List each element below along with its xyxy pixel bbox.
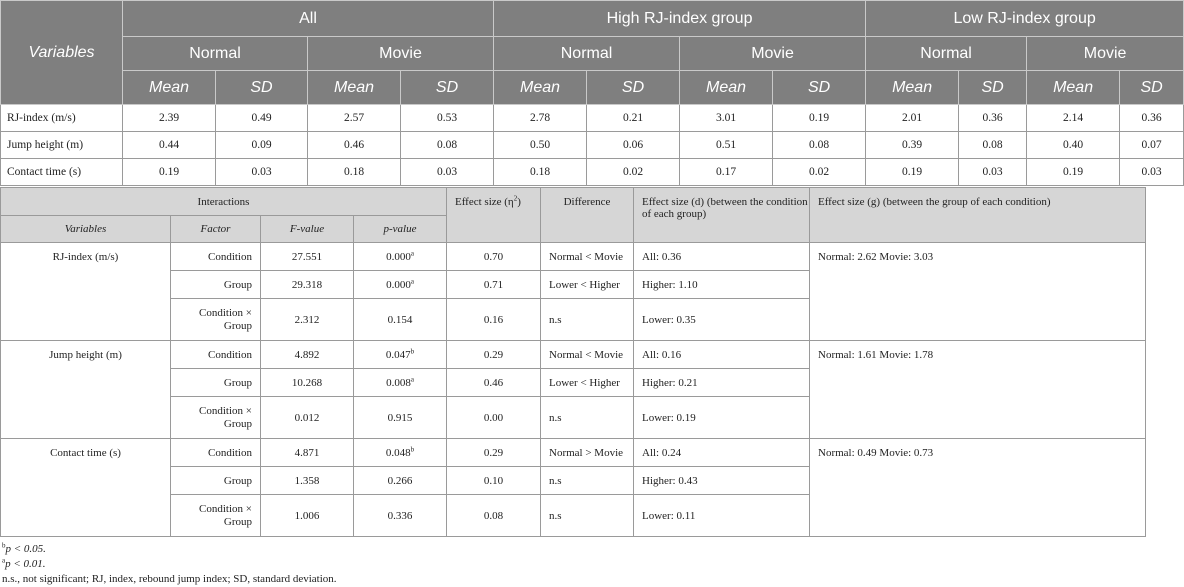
table-cell: 0.51 (680, 132, 773, 159)
variable-cell: Contact time (s) (1, 439, 171, 537)
table-cell: 2.57 (308, 105, 401, 132)
table-cell: 0.44 (123, 132, 216, 159)
condition-header: Normal (866, 37, 1027, 71)
table-cell: 0.36 (959, 105, 1027, 132)
table-cell: 0.50 (494, 132, 587, 159)
p-value-text: 0.154 (387, 313, 413, 326)
footnote: $^a$p < 0.01. (2, 556, 46, 570)
significance-marker: b (410, 444, 415, 453)
table-cell: 0.46 (308, 132, 401, 159)
variables-header: Variables (1, 1, 123, 105)
difference-cell: Normal < Movie (541, 243, 634, 271)
p-value-text: 0.047 (385, 348, 411, 361)
factor-cell (171, 495, 261, 537)
table-row (1, 439, 1146, 467)
p-value-cell (354, 439, 447, 467)
effect-d-cell: Lower: 0.11 (634, 495, 810, 537)
factor-text: Condition × (199, 306, 252, 319)
table-cell: 0.17 (680, 159, 773, 186)
stat-header: Mean (308, 71, 401, 105)
condition-header: Movie (1027, 37, 1184, 71)
table-cell: 2.14 (1027, 105, 1120, 132)
effect-d-cell: All: 0.16 (634, 341, 810, 369)
table-cell: 0.36 (1120, 105, 1184, 132)
table-cell: 0.02 (773, 159, 866, 186)
p-value-cell (354, 369, 447, 397)
effect-d-cell: Lower: 0.19 (634, 397, 810, 439)
table-cell: 0.19 (123, 159, 216, 186)
table-cell: 0.08 (959, 132, 1027, 159)
factor-cell: Condition (171, 243, 261, 271)
p-value-text: 0.000 (386, 250, 411, 263)
stat-header: SD (959, 71, 1027, 105)
eta-cell: 0.29 (447, 341, 541, 369)
f-value-cell: 0.012 (261, 397, 354, 439)
stat-header: SD (773, 71, 866, 105)
effect-g-cell: Normal: 2.62 Movie: 3.03 (810, 243, 1146, 341)
stat-header: Mean (866, 71, 959, 105)
table-row (1, 341, 1146, 369)
table-cell: 0.39 (866, 132, 959, 159)
table-cell: 0.53 (401, 105, 494, 132)
effect-size-d-header: Effect size (d) (between the condition of each group) (634, 188, 810, 243)
factor-cell: Group (171, 369, 261, 397)
difference-cell: Normal > Movie (541, 439, 634, 467)
stat-header: SD (1120, 71, 1184, 105)
table-cell: 0.21 (587, 105, 680, 132)
stat-header: SD (401, 71, 494, 105)
effect-d-cell: All: 0.36 (634, 243, 810, 271)
difference-cell: n.s (541, 495, 634, 537)
group-header-low: Low RJ-index group (866, 1, 1184, 37)
variables-subheader: Variables (1, 216, 171, 243)
p-value-text: 0.048 (385, 446, 411, 459)
difference-cell: n.s (541, 397, 634, 439)
stat-header: SD (587, 71, 680, 105)
footnote: n.s., not significant; RJ, index, rebound jump index; SD, standard deviation. (2, 573, 337, 585)
interactions-header: Interactions (1, 188, 447, 216)
variable-cell: RJ-index (m/s) (1, 243, 171, 341)
factor-text: Condition × (199, 502, 252, 515)
factor-text: Group (223, 515, 252, 528)
f-value-cell: 4.871 (261, 439, 354, 467)
table-cell: 0.09 (216, 132, 308, 159)
f-value-subheader: F-value (261, 216, 354, 243)
row-label: RJ-index (m/s) (1, 105, 123, 132)
condition-header: Normal (494, 37, 680, 71)
table-cell: 0.49 (216, 105, 308, 132)
factor-cell (171, 299, 261, 341)
row-label: Contact time (s) (1, 159, 123, 186)
condition-header: Movie (680, 37, 866, 71)
effect-g-cell: Normal: 0.49 Movie: 0.73 (810, 439, 1146, 537)
f-value-cell: 27.551 (261, 243, 354, 271)
eta-cell: 0.46 (447, 369, 541, 397)
p-value-text: 0.336 (387, 509, 413, 522)
row-label: Jump height (m) (1, 132, 123, 159)
table-cell: 0.19 (866, 159, 959, 186)
table-row (1, 105, 1184, 132)
table-cell: 2.78 (494, 105, 587, 132)
table-cell: 0.40 (1027, 132, 1120, 159)
table-cell: 0.03 (1120, 159, 1184, 186)
p-value-cell (354, 467, 447, 495)
significance-marker: a (410, 276, 414, 285)
table-row (1, 132, 1184, 159)
effect-d-cell: Lower: 0.35 (634, 299, 810, 341)
stat-header: Mean (494, 71, 587, 105)
variable-cell: Jump height (m) (1, 341, 171, 439)
significance-marker: a (410, 374, 414, 383)
table-cell: 0.06 (587, 132, 680, 159)
table-cell: 0.18 (494, 159, 587, 186)
condition-header: Movie (308, 37, 494, 71)
table-cell: 0.03 (216, 159, 308, 186)
effect-d-cell: Higher: 0.43 (634, 467, 810, 495)
p-value-text: 0.915 (387, 411, 413, 424)
table-cell: 2.39 (123, 105, 216, 132)
f-value-cell: 1.358 (261, 467, 354, 495)
table-footnotes (2, 542, 337, 587)
f-value-cell: 2.312 (261, 299, 354, 341)
factor-text: Group (223, 319, 252, 332)
table-row (1, 243, 1146, 271)
eta-cell: 0.29 (447, 439, 541, 467)
p-value-cell (354, 271, 447, 299)
table-cell: 0.02 (587, 159, 680, 186)
stat-header: Mean (680, 71, 773, 105)
stat-header: SD (216, 71, 308, 105)
factor-cell (171, 397, 261, 439)
table-cell: 2.01 (866, 105, 959, 132)
p-value-cell (354, 243, 447, 271)
p-value-text: 0.000 (386, 278, 411, 291)
stat-header: Mean (1027, 71, 1120, 105)
significance-marker: b (410, 346, 415, 355)
effect-size-eta-header: Effect size $(\eta^2)$ (447, 188, 541, 243)
table-cell: 3.01 (680, 105, 773, 132)
effect-g-cell: Normal: 1.61 Movie: 1.78 (810, 341, 1146, 439)
table-cell: 0.07 (1120, 132, 1184, 159)
difference-cell: Lower < Higher (541, 271, 634, 299)
significance-marker: a (410, 248, 414, 257)
effect-d-cell: Higher: 0.21 (634, 369, 810, 397)
factor-cell: Condition (171, 439, 261, 467)
p-value-cell (354, 495, 447, 537)
factor-text: Group (223, 417, 252, 430)
table-cell: 0.19 (1027, 159, 1120, 186)
difference-cell: n.s (541, 467, 634, 495)
eta-cell: 0.10 (447, 467, 541, 495)
f-value-cell: 1.006 (261, 495, 354, 537)
eta-cell: 0.70 (447, 243, 541, 271)
eta-cell: 0.00 (447, 397, 541, 439)
difference-header: Difference (541, 188, 634, 243)
table-cell: 0.19 (773, 105, 866, 132)
group-header-all: All (123, 1, 494, 37)
effect-d-cell: Higher: 1.10 (634, 271, 810, 299)
factor-cell: Group (171, 271, 261, 299)
table-cell: 0.03 (959, 159, 1027, 186)
effect-d-cell: All: 0.24 (634, 439, 810, 467)
stat-header: Mean (123, 71, 216, 105)
table-cell: 0.08 (773, 132, 866, 159)
eta-cell: 0.71 (447, 271, 541, 299)
interaction-effects-table (0, 187, 1146, 537)
table-cell: 0.03 (401, 159, 494, 186)
p-value-text: 0.008 (386, 376, 411, 389)
difference-cell: Lower < Higher (541, 369, 634, 397)
f-value-cell: 10.268 (261, 369, 354, 397)
p-value-subheader: p-value (354, 216, 447, 243)
f-value-cell: 29.318 (261, 271, 354, 299)
p-value-cell (354, 341, 447, 369)
p-value-cell (354, 397, 447, 439)
factor-subheader: Factor (171, 216, 261, 243)
table-cell: 0.08 (401, 132, 494, 159)
group-header-high: High RJ-index group (494, 1, 866, 37)
difference-cell: Normal < Movie (541, 341, 634, 369)
eta-cell: 0.08 (447, 495, 541, 537)
factor-cell: Group (171, 467, 261, 495)
descriptive-stats-table (0, 0, 1184, 186)
footnote: $^b$p < 0.05. (2, 541, 46, 555)
difference-cell: n.s (541, 299, 634, 341)
eta-cell: 0.16 (447, 299, 541, 341)
table-cell: 0.18 (308, 159, 401, 186)
factor-text: Condition × (199, 404, 252, 417)
p-value-cell (354, 299, 447, 341)
condition-header: Normal (123, 37, 308, 71)
p-value-text: 0.266 (387, 474, 413, 487)
table-row (1, 159, 1184, 186)
effect-size-g-header: Effect size (g) (between the group of each condition) (810, 188, 1146, 243)
factor-cell: Condition (171, 341, 261, 369)
f-value-cell: 4.892 (261, 341, 354, 369)
